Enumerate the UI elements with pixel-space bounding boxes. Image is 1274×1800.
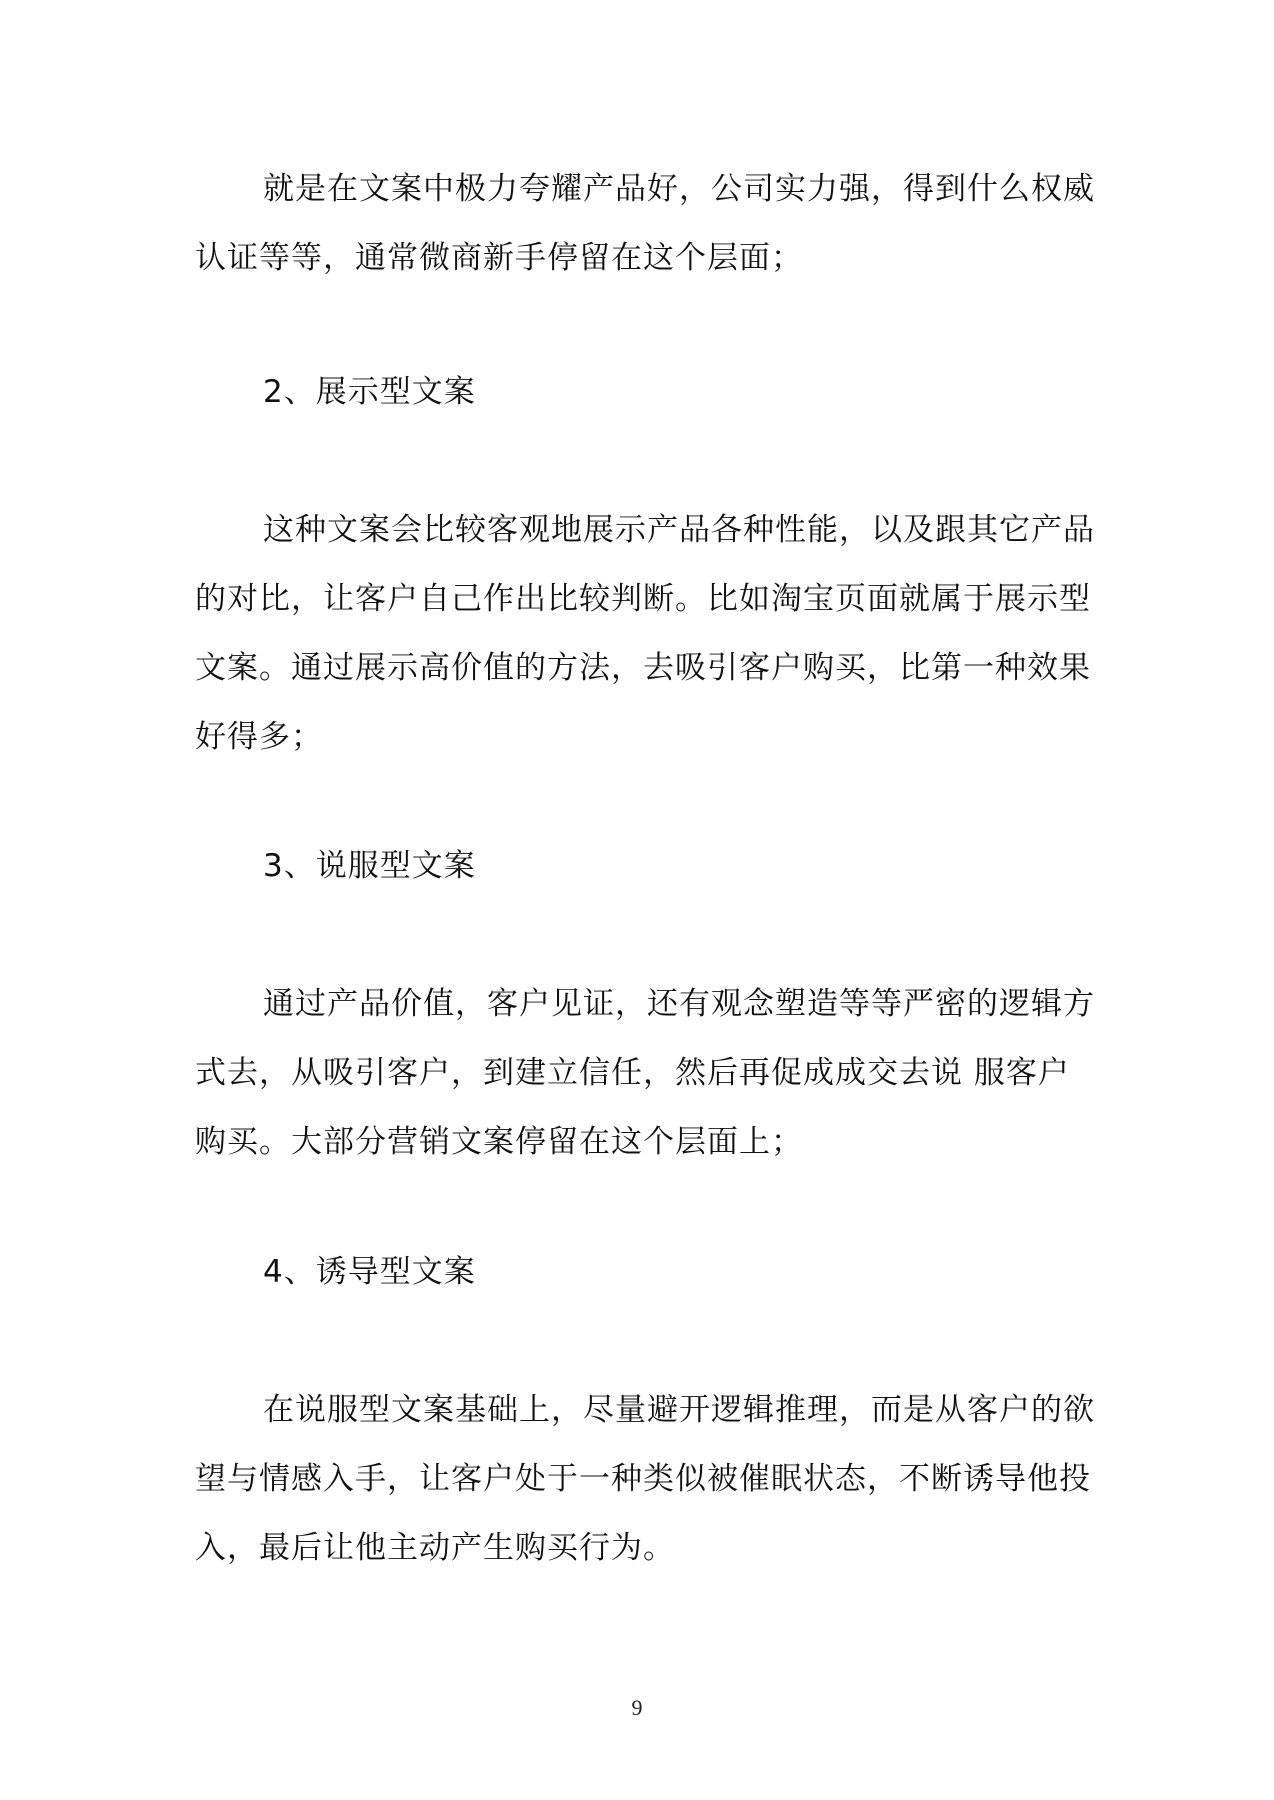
paragraph-inducement-copy: 在说服型文案基础上，尽量避开逻辑推理，而是从客户的欲望与情感入手，让客户处于一种类似被催眠状态，不断诱导他投入，最后让他主动产生购买行为。: [195, 1392, 1095, 1566]
heading-persuasive-copy: 3、说服型文案: [263, 848, 476, 884]
paragraph-display-copy: 这种文案会比较客观地展示产品各种性能，以及跟其它产品的对比，让客户自己作出比较判断。比如淘宝页面就属于展示型文案。通过展示高价值的方法，去吸引客户购买，比第一种效果好得多；: [195, 512, 1095, 755]
page-number: 9: [631, 1695, 643, 1720]
paragraph-persuasive-copy: 通过产品价值，客户见证，还有观念塑造等等严密的逻辑方式去，从吸引客户，到建立信任，然后再促成成交去说 服客户购买。大部分营销文案停留在这个层面上；: [195, 986, 1095, 1160]
heading-display-copy: 2、展示型文案: [263, 374, 476, 410]
heading-inducement-copy: 4、诱导型文案: [263, 1254, 476, 1290]
paragraph-boast-copy: 就是在文案中极力夸耀产品好，公司实力强，得到什么权威认证等等，通常微商新手停留在这个层面；: [195, 171, 1095, 276]
